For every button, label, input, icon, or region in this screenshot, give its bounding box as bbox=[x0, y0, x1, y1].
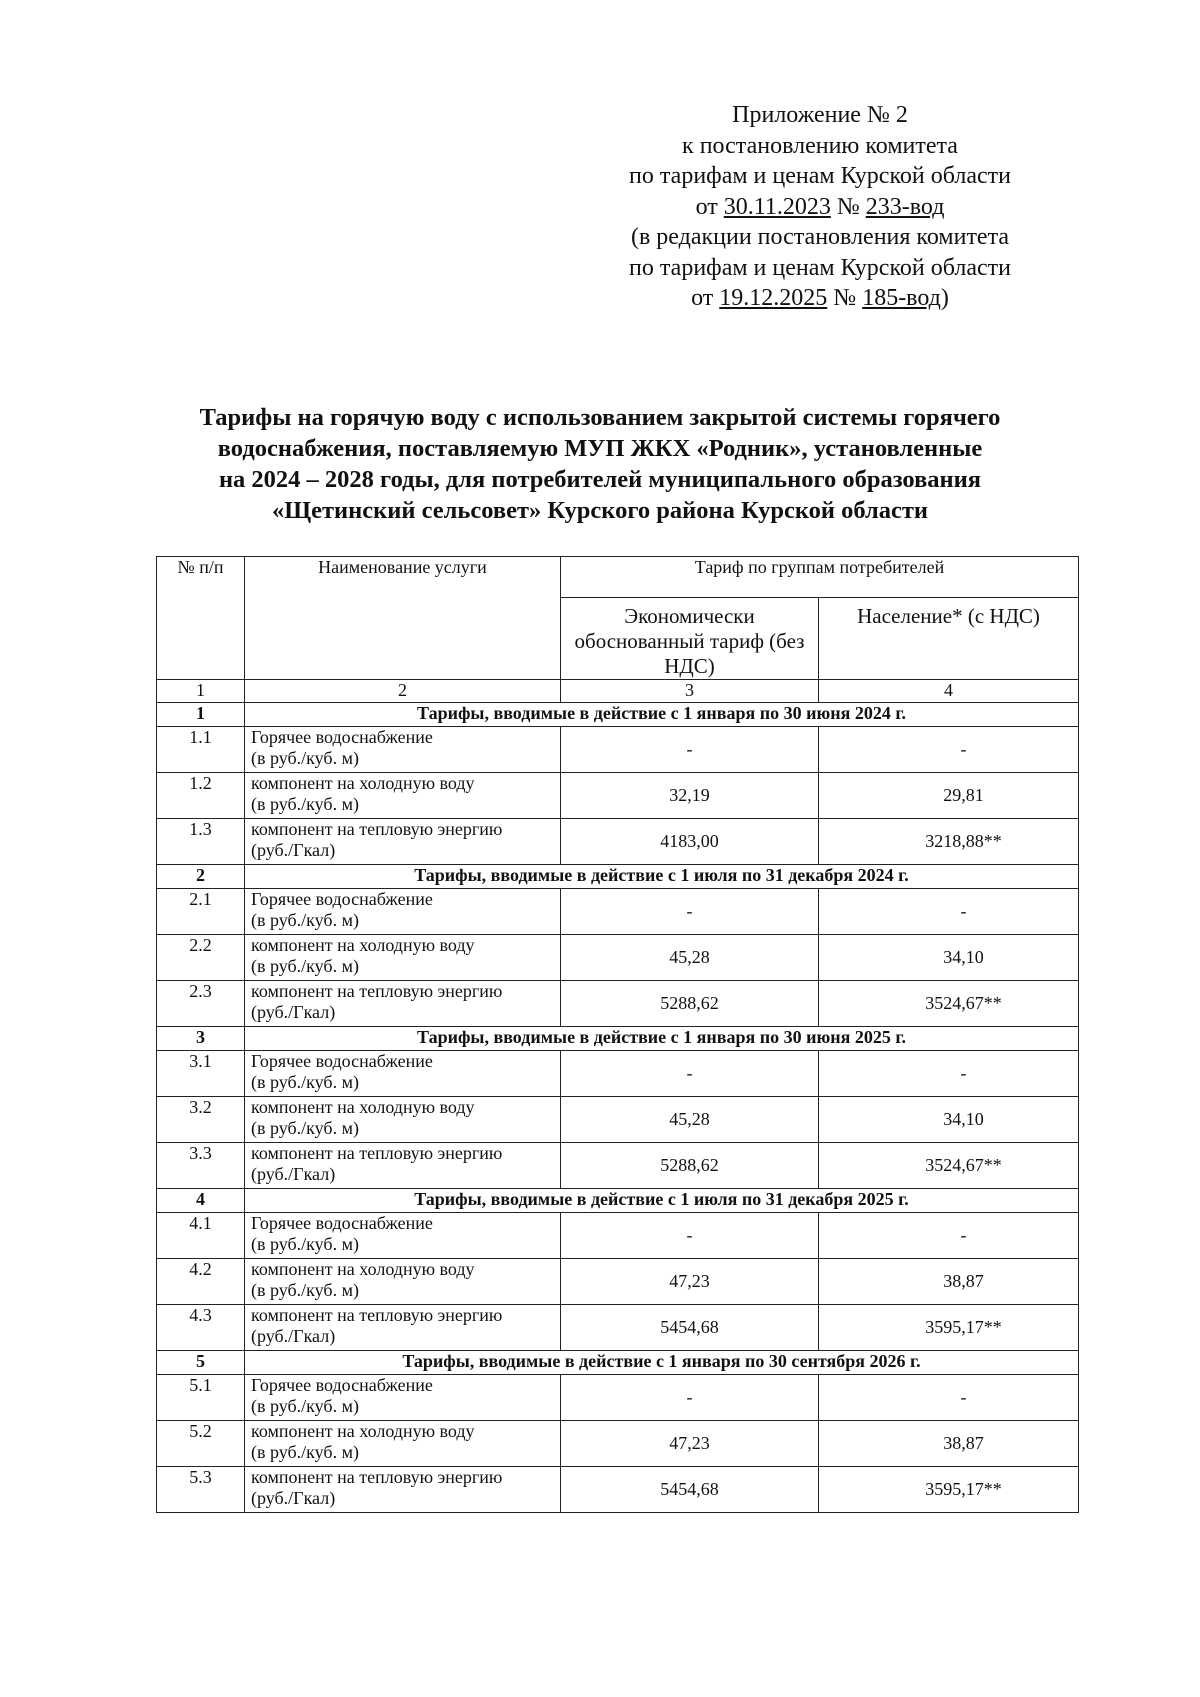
population-tariff-value: - bbox=[819, 727, 1079, 773]
service-unit: (в руб./куб. м) bbox=[251, 748, 359, 768]
table-row bbox=[157, 1375, 1079, 1421]
section-row bbox=[157, 1351, 1079, 1375]
header-num: № п/п bbox=[157, 557, 245, 680]
service-unit: (руб./Гкал) bbox=[251, 840, 336, 860]
econ-tariff-value: 32,19 bbox=[561, 773, 819, 819]
section-title: Тарифы, вводимые в действие с 1 января по 30 июня 2024 г. bbox=[245, 703, 1079, 727]
section-row bbox=[157, 1189, 1079, 1213]
table-row bbox=[157, 1097, 1079, 1143]
table-row bbox=[157, 773, 1079, 819]
document-title: Тарифы на горячую воду с использованием закрытой системы горячего водоснабжения, поставляемую МУП ЖКХ «Родник», установленные на 2024 – 2028 годы, для потребителей муниципального образования «Щетинский сельсовет» Курского района Курской области bbox=[199, 404, 1001, 524]
row-number: 3.2 bbox=[157, 1097, 245, 1143]
service-name-line: компонент на холодную воду bbox=[251, 1421, 475, 1441]
econ-tariff-value: - bbox=[561, 1213, 819, 1259]
index-cell: 3 bbox=[561, 680, 819, 703]
table-row bbox=[157, 1421, 1079, 1467]
service-name-line: компонент на тепловую энергию bbox=[251, 1305, 503, 1325]
service-name bbox=[245, 889, 561, 935]
econ-tariff-value: 5288,62 bbox=[561, 1143, 819, 1189]
econ-tariff-value: 5454,68 bbox=[561, 1305, 819, 1351]
header-line: (в редакции постановления комитета bbox=[630, 224, 1010, 250]
econ-tariff-value: - bbox=[561, 889, 819, 935]
service-unit: (в руб./куб. м) bbox=[251, 1396, 359, 1416]
service-unit: (руб./Гкал) bbox=[251, 1164, 336, 1184]
service-unit: (в руб./куб. м) bbox=[251, 1442, 359, 1462]
population-tariff-value: - bbox=[819, 1375, 1079, 1421]
service-name-line: компонент на холодную воду bbox=[251, 1259, 475, 1279]
service-name bbox=[245, 773, 561, 819]
econ-tariff-value: 45,28 bbox=[561, 1097, 819, 1143]
service-name bbox=[245, 1467, 561, 1513]
population-tariff-value: 3595,17** bbox=[819, 1305, 1079, 1351]
service-name bbox=[245, 1375, 561, 1421]
row-number: 3.1 bbox=[157, 1051, 245, 1097]
header-line: по тарифам и ценам Курской области bbox=[629, 163, 1011, 189]
service-name bbox=[245, 1259, 561, 1305]
population-tariff-value: 38,87 bbox=[819, 1259, 1079, 1305]
econ-tariff-value: 5288,62 bbox=[561, 981, 819, 1027]
service-unit: (руб./Гкал) bbox=[251, 1326, 336, 1346]
service-unit: (руб./Гкал) bbox=[251, 1488, 336, 1508]
service-name-line: Горячее водоснабжение bbox=[251, 1375, 433, 1395]
service-name bbox=[245, 1143, 561, 1189]
econ-tariff-value: 47,23 bbox=[561, 1259, 819, 1305]
table-row bbox=[157, 981, 1079, 1027]
tariff-table bbox=[156, 556, 1079, 1513]
section-number: 5 bbox=[157, 1351, 245, 1375]
service-unit: (руб./Гкал) bbox=[251, 1002, 336, 1022]
row-number: 3.3 bbox=[157, 1143, 245, 1189]
revision-date: 19.12.2025 bbox=[719, 285, 828, 311]
section-number: 3 bbox=[157, 1027, 245, 1051]
header-line: Приложение № 2 bbox=[732, 102, 908, 128]
population-tariff-value: 3595,17** bbox=[819, 1467, 1079, 1513]
population-tariff-value: - bbox=[819, 889, 1079, 935]
population-tariff-value: - bbox=[819, 1213, 1079, 1259]
econ-tariff-value: - bbox=[561, 727, 819, 773]
section-title: Тарифы, вводимые в действие с 1 января по 30 сентября 2026 г. bbox=[245, 1351, 1079, 1375]
population-tariff-value: 38,87 bbox=[819, 1421, 1079, 1467]
table-row bbox=[157, 1143, 1079, 1189]
service-name-line: компонент на тепловую энергию bbox=[251, 1143, 503, 1163]
header-econ: Экономически обоснованный тариф (без НДС) bbox=[561, 598, 819, 680]
table-row bbox=[157, 1213, 1079, 1259]
econ-tariff-value: 5454,68 bbox=[561, 1467, 819, 1513]
row-number: 2.2 bbox=[157, 935, 245, 981]
table-row bbox=[157, 1467, 1079, 1513]
econ-tariff-value: - bbox=[561, 1051, 819, 1097]
row-number: 1.3 bbox=[157, 819, 245, 865]
section-number: 1 bbox=[157, 703, 245, 727]
row-number: 1.1 bbox=[157, 727, 245, 773]
service-name bbox=[245, 935, 561, 981]
row-number: 5.1 bbox=[157, 1375, 245, 1421]
header-line: к постановлению комитета bbox=[682, 132, 958, 159]
section-row bbox=[157, 865, 1079, 889]
service-name-line: Горячее водоснабжение bbox=[251, 889, 433, 909]
row-number: 5.2 bbox=[157, 1421, 245, 1467]
table-row bbox=[157, 819, 1079, 865]
service-name bbox=[245, 1305, 561, 1351]
header-tariff-group: Тариф по группам потребителей bbox=[561, 557, 1079, 598]
section-number: 2 bbox=[157, 865, 245, 889]
service-name-line: компонент на тепловую энергию bbox=[251, 1467, 503, 1487]
row-number: 2.1 bbox=[157, 889, 245, 935]
row-number: 1.2 bbox=[157, 773, 245, 819]
econ-tariff-value: 47,23 bbox=[561, 1421, 819, 1467]
service-unit: (в руб./куб. м) bbox=[251, 1280, 359, 1300]
service-name-line: Горячее водоснабжение bbox=[251, 1051, 433, 1071]
service-name bbox=[245, 981, 561, 1027]
service-name bbox=[245, 1097, 561, 1143]
service-name-line: компонент на холодную воду bbox=[251, 1097, 475, 1117]
index-cell: 4 bbox=[819, 680, 1079, 703]
service-name-line: Горячее водоснабжение bbox=[251, 727, 433, 747]
section-number: 4 bbox=[157, 1189, 245, 1213]
population-tariff-value: 29,81 bbox=[819, 773, 1079, 819]
econ-tariff-value: - bbox=[561, 1375, 819, 1421]
table-row bbox=[157, 889, 1079, 935]
service-name bbox=[245, 1213, 561, 1259]
population-tariff-value: 3524,67** bbox=[819, 981, 1079, 1027]
row-number: 2.3 bbox=[157, 981, 245, 1027]
service-unit: (в руб./куб. м) bbox=[251, 956, 359, 976]
population-tariff-value: - bbox=[819, 1051, 1079, 1097]
service-name-line: компонент на холодную воду bbox=[251, 935, 475, 955]
row-number: 4.1 bbox=[157, 1213, 245, 1259]
service-name-line: компонент на тепловую энергию bbox=[251, 981, 503, 1001]
population-tariff-value: 34,10 bbox=[819, 935, 1079, 981]
row-number: 5.3 bbox=[157, 1467, 245, 1513]
section-title: Тарифы, вводимые в действие с 1 января по 30 июня 2025 г. bbox=[245, 1027, 1079, 1051]
header-line-date: от 30.11.2023 № 233-вод bbox=[695, 193, 945, 220]
appendix-header bbox=[560, 100, 1080, 314]
table-row bbox=[157, 1305, 1079, 1351]
service-name-line: Горячее водоснабжение bbox=[251, 1213, 433, 1233]
population-tariff-value: 3524,67** bbox=[819, 1143, 1079, 1189]
header-line-date: от 19.12.2025 № 185-вод) bbox=[691, 285, 949, 311]
table-row bbox=[157, 727, 1079, 773]
service-unit: (в руб./куб. м) bbox=[251, 1118, 359, 1138]
service-name-line: компонент на тепловую энергию bbox=[251, 819, 503, 839]
service-unit: (в руб./куб. м) bbox=[251, 794, 359, 814]
revision-number: 185-вод bbox=[862, 285, 941, 311]
service-name-line: компонент на холодную воду bbox=[251, 773, 475, 793]
index-cell: 1 bbox=[157, 680, 245, 703]
section-title: Тарифы, вводимые в действие с 1 июля по 31 декабря 2025 г. bbox=[245, 1189, 1079, 1213]
table-row bbox=[157, 1051, 1079, 1097]
econ-tariff-value: 4183,00 bbox=[561, 819, 819, 865]
row-number: 4.2 bbox=[157, 1259, 245, 1305]
header-line: по тарифам и ценам Курской области bbox=[629, 254, 1011, 281]
population-tariff-value: 34,10 bbox=[819, 1097, 1079, 1143]
service-name bbox=[245, 819, 561, 865]
header-service: Наименование услуги bbox=[245, 557, 561, 680]
decree-number: 233-вод bbox=[865, 193, 945, 220]
econ-tariff-value: 45,28 bbox=[561, 935, 819, 981]
index-cell: 2 bbox=[245, 680, 561, 703]
section-row bbox=[157, 703, 1079, 727]
service-name bbox=[245, 727, 561, 773]
decree-date: 30.11.2023 bbox=[723, 193, 831, 220]
header-population: Население* (с НДС) bbox=[819, 598, 1079, 680]
table-row bbox=[157, 935, 1079, 981]
service-unit: (в руб./куб. м) bbox=[251, 1072, 359, 1092]
population-tariff-value: 3218,88** bbox=[819, 819, 1079, 865]
section-title: Тарифы, вводимые в действие с 1 июля по 31 декабря 2024 г. bbox=[245, 865, 1079, 889]
table-row bbox=[157, 1259, 1079, 1305]
service-unit: (в руб./куб. м) bbox=[251, 910, 359, 930]
section-row bbox=[157, 1027, 1079, 1051]
row-number: 4.3 bbox=[157, 1305, 245, 1351]
service-name bbox=[245, 1421, 561, 1467]
service-name bbox=[245, 1051, 561, 1097]
service-unit: (в руб./куб. м) bbox=[251, 1234, 359, 1254]
